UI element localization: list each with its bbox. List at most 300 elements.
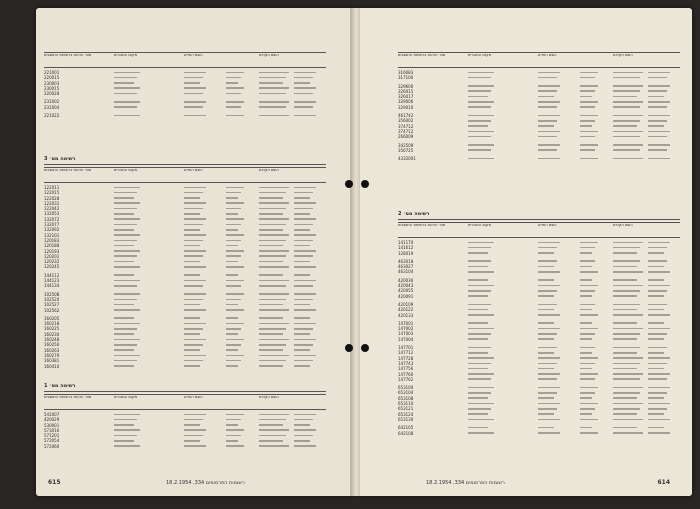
text-line	[538, 77, 557, 79]
text-line	[538, 397, 554, 399]
text-line	[114, 435, 137, 437]
text-line	[613, 125, 637, 127]
text-line	[294, 115, 316, 117]
resident-id: 571201	[44, 433, 60, 439]
text-line	[259, 224, 286, 226]
text-line	[294, 192, 313, 194]
text-line	[184, 349, 200, 351]
resident-id: 326017	[398, 94, 414, 100]
text-line	[468, 125, 488, 127]
text-line	[648, 328, 670, 330]
text-line	[613, 304, 640, 306]
text-line	[538, 403, 560, 405]
text-line	[294, 360, 313, 362]
text-line	[538, 357, 560, 359]
text-line	[468, 413, 488, 415]
text-line	[538, 304, 557, 306]
text-line	[226, 304, 238, 306]
resident-id: 231004	[44, 104, 60, 110]
binding-hole	[345, 180, 353, 188]
text-line	[538, 136, 557, 138]
text-line	[580, 271, 598, 273]
text-line	[538, 427, 554, 429]
text-line	[538, 125, 554, 127]
text-line	[114, 250, 140, 252]
text-line	[226, 299, 241, 301]
text-line	[259, 309, 289, 311]
text-line	[468, 357, 494, 359]
resident-id: 653104	[398, 390, 414, 396]
resident-id: 342509	[398, 142, 414, 148]
text-line	[580, 333, 595, 335]
text-line	[613, 101, 643, 103]
text-line	[648, 333, 667, 335]
text-line	[184, 224, 203, 226]
text-line	[538, 149, 557, 151]
table-header: מס׳ הזהות ברשימת התושבים מקום המגורים השם החדש השם הקודם	[398, 222, 680, 238]
text-line	[259, 213, 283, 215]
text-line	[184, 202, 206, 204]
resident-id: 122028	[44, 195, 60, 201]
text-line	[184, 344, 203, 346]
table-row	[44, 444, 326, 449]
resident-id: 102527	[44, 302, 60, 308]
resident-id: 230003	[44, 80, 60, 86]
text-line	[538, 347, 557, 349]
text-line	[226, 192, 241, 194]
text-line	[184, 419, 203, 421]
table-rows	[398, 240, 680, 436]
text-line	[294, 304, 310, 306]
text-line	[468, 333, 491, 335]
text-line	[613, 115, 643, 117]
header-new-name: השם החדש	[184, 52, 203, 57]
text-line	[114, 419, 137, 421]
text-line	[184, 317, 200, 319]
text-line	[114, 261, 134, 263]
text-line	[294, 261, 310, 263]
text-line	[114, 285, 137, 287]
text-line	[259, 93, 286, 95]
text-line	[226, 274, 238, 276]
resident-id: 141170	[398, 240, 414, 245]
text-line	[613, 260, 640, 262]
text-line	[580, 314, 598, 316]
text-line	[226, 339, 244, 341]
resident-id: 132092	[44, 227, 60, 233]
text-line	[259, 355, 289, 357]
text-line	[184, 77, 203, 79]
resident-id: 463027	[398, 264, 414, 270]
text-line	[259, 234, 289, 236]
text-line	[226, 317, 238, 319]
text-line	[114, 293, 140, 295]
text-line	[580, 149, 595, 151]
text-line	[580, 378, 595, 380]
text-line	[259, 349, 283, 351]
binding-hole	[345, 344, 353, 352]
table-rows	[44, 412, 326, 449]
text-line	[538, 333, 557, 335]
text-line	[580, 368, 592, 370]
text-line	[184, 429, 206, 431]
text-line	[114, 317, 134, 319]
text-line	[613, 290, 640, 292]
text-line	[648, 352, 664, 354]
text-line	[259, 77, 286, 79]
text-line	[114, 202, 140, 204]
text-line	[580, 290, 595, 292]
section-title: רשימה מס׳ 3	[44, 156, 326, 165]
table-row	[398, 156, 680, 161]
left-top-table	[44, 52, 326, 118]
text-line	[580, 403, 598, 405]
text-line	[114, 440, 134, 442]
text-line	[580, 295, 592, 297]
text-line	[580, 413, 592, 415]
text-line	[226, 187, 244, 189]
text-line	[648, 247, 667, 249]
text-line	[468, 309, 488, 311]
text-line	[226, 280, 244, 282]
text-line	[259, 240, 286, 242]
table-header: מס׳ הזהות ברשימת התושבים מקום המגורים השם החדש השם הקודם	[44, 167, 326, 183]
left-bottom-table	[44, 380, 326, 449]
text-line	[114, 445, 140, 447]
binding-hole	[361, 180, 369, 188]
text-line	[184, 218, 206, 220]
text-line	[226, 213, 238, 215]
page-footer: רשומות הפרסומים 334, 18.2.1954	[166, 480, 245, 486]
text-line	[468, 131, 494, 133]
text-line	[226, 77, 241, 79]
text-line	[259, 187, 289, 189]
table-rows	[44, 185, 326, 369]
text-line	[613, 158, 643, 160]
text-line	[468, 363, 491, 365]
text-line	[648, 144, 670, 146]
text-line	[259, 317, 283, 319]
text-line	[648, 387, 670, 389]
text-line	[538, 413, 554, 415]
table-header	[44, 52, 326, 68]
text-line	[294, 266, 316, 268]
text-line	[580, 309, 592, 311]
text-line	[114, 87, 140, 89]
text-line	[294, 323, 316, 325]
text-line	[294, 344, 313, 346]
text-line	[538, 338, 554, 340]
text-line	[114, 274, 134, 276]
text-line	[648, 427, 664, 429]
text-line	[648, 357, 670, 359]
text-line	[226, 72, 244, 74]
text-line	[613, 252, 637, 254]
text-line	[468, 115, 494, 117]
text-line	[648, 338, 664, 340]
text-line	[114, 360, 137, 362]
text-line	[259, 328, 286, 330]
text-line	[613, 314, 643, 316]
text-line	[184, 208, 203, 210]
text-line	[294, 435, 313, 437]
resident-id: 128019	[398, 250, 414, 256]
text-line	[294, 440, 310, 442]
left-page	[36, 8, 354, 496]
text-line	[294, 87, 316, 89]
text-line	[613, 144, 643, 146]
text-line	[259, 192, 286, 194]
text-line	[580, 285, 598, 287]
text-line	[114, 192, 137, 194]
text-line	[538, 96, 554, 98]
text-line	[184, 424, 200, 426]
text-line	[226, 197, 238, 199]
text-line	[259, 82, 283, 84]
resident-id: 132101	[44, 232, 60, 238]
resident-id: 160230	[44, 331, 60, 337]
text-line	[648, 101, 670, 103]
text-line	[114, 355, 140, 357]
text-line	[538, 295, 554, 297]
text-line	[114, 429, 140, 431]
text-line	[468, 347, 491, 349]
text-line	[114, 323, 140, 325]
text-line	[114, 218, 140, 220]
text-line	[468, 285, 494, 287]
text-line	[613, 363, 640, 365]
text-line	[226, 229, 238, 231]
text-line	[648, 77, 667, 79]
text-line	[648, 373, 670, 375]
text-line	[613, 96, 637, 98]
text-line	[468, 392, 491, 394]
header-id: מס׳ הזהות ברשימת התושבים	[44, 52, 92, 57]
text-line	[468, 368, 488, 370]
text-line	[580, 72, 598, 74]
text-line	[294, 250, 316, 252]
resident-id: 120193	[44, 248, 60, 254]
text-line	[114, 344, 137, 346]
text-line	[259, 339, 289, 341]
resident-id: 4332001	[398, 156, 416, 162]
text-line	[259, 197, 283, 199]
text-line	[613, 266, 637, 268]
text-line	[114, 208, 137, 210]
text-line	[538, 373, 560, 375]
table-row	[44, 364, 326, 369]
text-line	[648, 392, 667, 394]
text-line	[184, 280, 206, 282]
resident-id: 356002	[398, 118, 414, 124]
text-line	[468, 247, 491, 249]
text-line	[259, 435, 286, 437]
text-line	[613, 285, 643, 287]
text-line	[648, 314, 670, 316]
text-line	[648, 266, 664, 268]
text-line	[468, 419, 494, 421]
table-header: מס׳ הזהות ברשימת התושבים מקום המגורים השם החדש השם הקודם	[398, 52, 680, 68]
resident-id: 160279	[44, 352, 60, 358]
text-line	[114, 339, 140, 341]
text-line	[226, 419, 241, 421]
text-line	[184, 250, 206, 252]
resident-id: 356725	[398, 147, 414, 153]
text-line	[226, 266, 244, 268]
text-line	[580, 125, 592, 127]
text-line	[259, 365, 283, 367]
text-line	[468, 328, 494, 330]
text-line	[114, 280, 140, 282]
text-line	[613, 85, 643, 87]
text-line	[613, 77, 640, 79]
text-line	[294, 333, 310, 335]
text-line	[580, 242, 598, 244]
text-line	[580, 158, 598, 160]
text-line	[613, 413, 637, 415]
text-line	[580, 77, 595, 79]
text-line	[226, 87, 244, 89]
text-line	[114, 72, 140, 74]
text-line	[294, 339, 316, 341]
text-line	[613, 432, 643, 434]
text-line	[294, 445, 316, 447]
text-line	[226, 344, 241, 346]
text-line	[580, 338, 592, 340]
resident-id: 541007	[44, 412, 60, 417]
text-line	[613, 136, 640, 138]
text-line	[294, 224, 313, 226]
text-line	[538, 260, 557, 262]
resident-id: 120245	[44, 264, 60, 270]
text-line	[468, 338, 488, 340]
text-line	[226, 445, 244, 447]
resident-id: 572054	[44, 438, 60, 444]
resident-id: 220015	[44, 75, 60, 81]
text-line	[580, 106, 595, 108]
text-line	[580, 101, 598, 103]
text-line	[468, 290, 491, 292]
text-line	[613, 373, 643, 375]
resident-id: 147760	[398, 371, 414, 377]
text-line	[184, 274, 200, 276]
text-line	[259, 344, 286, 346]
text-line	[294, 101, 316, 103]
text-line	[226, 328, 241, 330]
resident-id: 374712	[398, 128, 414, 134]
text-line	[538, 115, 560, 117]
resident-id: 147003	[398, 331, 414, 337]
text-line	[226, 355, 244, 357]
text-line	[580, 427, 592, 429]
text-line	[294, 309, 316, 311]
text-line	[648, 115, 670, 117]
text-line	[114, 106, 137, 108]
text-line	[114, 309, 140, 311]
text-line	[226, 424, 238, 426]
resident-id: 266009	[398, 134, 414, 140]
resident-id: 147701	[398, 345, 414, 351]
text-line	[613, 397, 637, 399]
text-line	[294, 240, 313, 242]
text-line	[468, 101, 494, 103]
text-line	[184, 234, 206, 236]
resident-id: 653121	[398, 406, 414, 412]
text-line	[648, 419, 670, 421]
text-line	[613, 72, 643, 74]
resident-id: 147743	[398, 360, 414, 366]
text-line	[538, 279, 554, 281]
text-line	[226, 414, 244, 416]
text-line	[538, 120, 557, 122]
text-line	[538, 247, 557, 249]
text-line	[468, 120, 491, 122]
text-line	[468, 295, 488, 297]
text-line	[613, 106, 640, 108]
text-line	[294, 213, 310, 215]
text-line	[648, 363, 667, 365]
text-line	[538, 106, 557, 108]
text-line	[648, 413, 664, 415]
text-line	[184, 245, 200, 247]
text-line	[648, 309, 664, 311]
text-line	[648, 432, 670, 434]
text-line	[613, 387, 643, 389]
resident-id: 120183	[44, 237, 60, 243]
text-line	[468, 149, 491, 151]
text-line	[648, 295, 664, 297]
text-line	[613, 295, 637, 297]
text-line	[468, 85, 494, 87]
text-line	[184, 365, 200, 367]
text-line	[538, 271, 560, 273]
text-line	[259, 245, 283, 247]
text-line	[468, 72, 494, 74]
resident-id: 144112	[44, 272, 60, 278]
resident-id: 230015	[44, 85, 60, 91]
text-line	[613, 378, 640, 380]
text-line	[259, 250, 289, 252]
text-line	[580, 328, 598, 330]
text-line	[538, 290, 557, 292]
text-line	[580, 408, 595, 410]
text-line	[114, 266, 140, 268]
text-line	[226, 429, 244, 431]
right-top-table	[398, 52, 680, 161]
text-line	[468, 304, 491, 306]
text-line	[538, 85, 560, 87]
resident-id: 147728	[398, 355, 414, 361]
text-line	[294, 274, 310, 276]
text-line	[114, 414, 140, 416]
text-line	[648, 408, 667, 410]
text-line	[259, 333, 283, 335]
text-line	[648, 290, 667, 292]
text-line	[226, 202, 244, 204]
text-line	[259, 202, 289, 204]
right-mid-table	[398, 208, 680, 436]
text-line	[226, 349, 238, 351]
resident-id: 463018	[398, 258, 414, 264]
resident-id: 461742	[398, 113, 414, 119]
text-line	[538, 101, 560, 103]
text-line	[114, 224, 137, 226]
text-line	[538, 363, 557, 365]
text-line	[648, 271, 670, 273]
text-line	[226, 245, 238, 247]
text-line	[538, 158, 560, 160]
text-line	[468, 106, 491, 108]
